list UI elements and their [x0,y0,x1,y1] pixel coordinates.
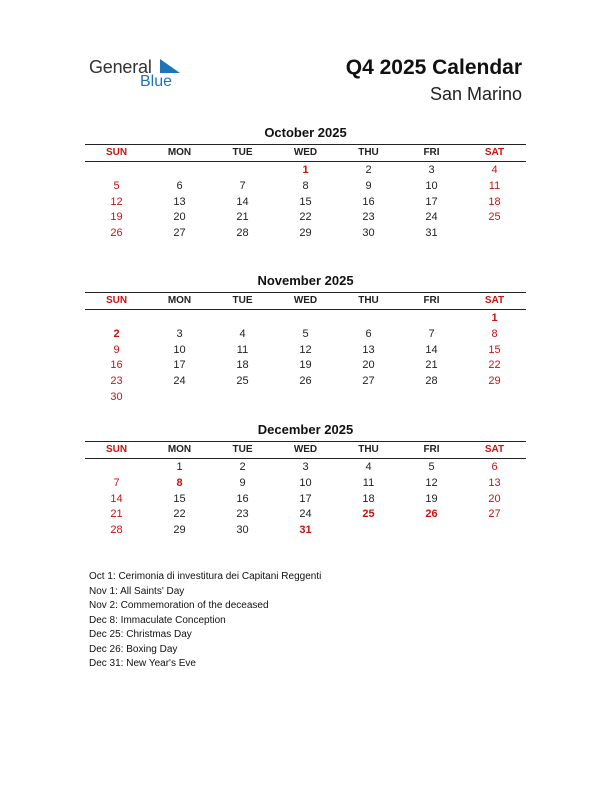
day-cell: 19 [110,211,123,224]
weekday-label: TUE [232,295,253,306]
day-cell: 28 [425,375,438,388]
weekday-label: WED [293,295,318,306]
empty-day-cell [400,390,463,406]
weekday-label: THU [358,295,379,306]
day-cell: 4 [239,327,246,340]
day-cell: 24 [299,508,312,521]
day-cell: 2 [113,327,120,340]
week-row [85,210,526,226]
day-cell: 5 [113,179,120,192]
weekday-label: FRI [423,295,440,306]
day-cell: 11 [488,179,501,192]
month-title: December 2025 [257,422,354,437]
day-cell: 21 [425,359,438,372]
day-cell: 18 [488,195,501,208]
day-cell: 30 [362,227,375,240]
day-cell: 12 [425,476,438,489]
day-cell: 20 [173,211,186,224]
logo-triangle-icon [160,59,180,73]
day-cell: 23 [110,375,123,388]
weekday-label: FRI [423,444,440,455]
day-cell: 11 [362,476,375,489]
month-grid [85,311,526,406]
weekday-label: SAT [484,295,505,306]
month-december [85,422,526,539]
weekday-label: FRI [423,147,440,158]
day-cell: 17 [173,359,186,372]
day-cell: 20 [488,492,501,505]
day-cell: 4 [491,164,498,176]
day-cell: 12 [110,195,123,208]
empty-day-cell [85,311,148,327]
day-cell: 19 [425,492,438,505]
logo-general-text: General [89,57,152,77]
day-cell: 3 [302,461,309,473]
day-cell: 22 [173,508,186,521]
day-cell: 20 [362,359,375,372]
weekday-label: WED [293,444,318,455]
logo-blue-text: Blue [140,73,173,90]
week-row [85,195,526,211]
holiday-item: Nov 2: Commemoration of the deceased [89,600,269,611]
holiday-item: Nov 1: All Saints' Day [89,585,185,597]
day-cell: 13 [173,195,186,208]
holiday-list [89,570,321,672]
day-cell: 31 [299,524,312,537]
day-cell: 16 [236,492,249,505]
empty-day-cell [211,390,274,406]
day-cell: 1 [302,164,309,176]
day-cell: 29 [488,375,501,388]
empty-day-cell [400,523,463,539]
empty-day-cell [337,390,400,406]
week-row [85,460,526,476]
day-cell: 12 [299,343,312,356]
day-cell: 27 [362,375,375,388]
week-row [85,492,526,508]
day-cell: 28 [110,524,123,537]
day-cell: 24 [173,375,186,388]
day-cell: 29 [173,524,186,537]
day-cell: 7 [239,179,246,192]
day-cell: 23 [236,508,249,521]
week-row [85,523,526,539]
day-cell: 28 [236,227,249,240]
day-cell: 26 [110,227,123,240]
empty-day-cell [337,523,400,539]
empty-day-cell [463,523,526,539]
month-october [85,125,526,242]
weekday-label: SUN [105,444,128,455]
day-cell: 30 [110,390,123,403]
holiday-item: Dec 31: New Year's Eve [89,658,196,669]
weekday-label: SAT [484,147,505,158]
week-row [85,507,526,523]
day-cell: 18 [362,492,375,505]
day-cell: 6 [176,179,183,192]
week-row [85,476,526,492]
day-cell: 29 [299,227,312,240]
day-cell: 14 [110,492,123,505]
day-cell: 14 [425,343,438,356]
day-cell: 21 [110,508,123,521]
empty-day-cell [337,311,400,327]
day-cell: 19 [299,359,312,372]
day-cell: 24 [425,211,438,224]
day-cell: 10 [299,476,312,489]
day-cell: 27 [173,227,186,240]
day-cell: 23 [362,211,375,224]
weekday-label: TUE [232,444,253,455]
day-cell: 8 [176,476,183,489]
empty-day-cell [148,390,211,406]
empty-day-cell [274,311,337,327]
weekday-label: MON [167,147,192,158]
logo [88,54,198,94]
empty-day-cell [400,311,463,327]
weekday-label: TUE [232,147,253,158]
weekday-header [85,292,526,310]
week-row [85,374,526,390]
empty-day-cell [274,390,337,406]
day-cell: 26 [425,508,438,521]
day-cell: 9 [239,476,246,489]
day-cell: 4 [365,461,372,473]
day-cell: 5 [302,327,309,340]
day-cell: 22 [488,359,501,372]
page-subtitle: San Marino [429,84,522,104]
day-cell: 26 [299,375,312,388]
day-cell: 21 [236,211,249,224]
day-cell: 5 [428,461,435,473]
weekday-label: MON [167,444,192,455]
empty-day-cell [211,311,274,327]
day-cell: 16 [110,359,123,372]
week-row [85,327,526,343]
day-cell: 13 [362,343,375,356]
day-cell: 17 [299,492,312,505]
day-cell: 30 [236,524,249,537]
day-cell: 10 [173,343,186,356]
month-november [85,273,526,406]
day-cell: 17 [425,195,438,208]
day-cell: 6 [365,327,372,340]
day-cell: 16 [362,195,375,208]
day-cell: 11 [236,343,249,356]
day-cell: 22 [299,211,312,224]
day-cell: 1 [491,312,498,324]
day-cell: 3 [428,164,435,176]
week-row [85,343,526,359]
day-cell: 3 [176,327,183,340]
day-cell: 13 [488,476,501,489]
empty-day-cell [148,163,211,179]
month-title: November 2025 [257,273,354,288]
day-cell: 14 [236,195,249,208]
empty-day-cell [148,311,211,327]
holiday-item: Dec 25: Christmas Day [89,629,192,640]
empty-day-cell [211,163,274,179]
holiday-item: Oct 1: Cerimonia di investitura dei Capitani Reggenti [89,571,322,582]
day-cell: 9 [365,179,372,192]
day-cell: 31 [425,227,438,240]
day-cell: 2 [365,164,372,176]
day-cell: 7 [113,476,120,489]
day-cell: 8 [491,327,498,340]
day-cell: 7 [428,327,435,340]
month-grid [85,460,526,539]
empty-day-cell [85,163,148,179]
weekday-label: MON [167,295,192,306]
month-title: October 2025 [264,125,347,140]
day-cell: 8 [302,179,309,192]
week-row [85,163,526,179]
day-cell: 25 [236,375,249,388]
month-grid [85,163,526,242]
day-cell: 15 [488,343,501,356]
day-cell: 15 [173,492,186,505]
day-cell: 10 [425,179,438,192]
day-cell: 15 [299,195,312,208]
day-cell: 9 [113,343,120,356]
weekday-label: SUN [105,295,128,306]
weekday-label: SUN [105,147,128,158]
week-row [85,226,526,242]
week-row [85,311,526,327]
empty-day-cell [463,226,526,242]
weekday-label: THU [358,444,379,455]
holiday-item: Dec 26: Boxing Day [89,643,178,655]
day-cell: 1 [176,461,183,473]
weekday-header [85,144,526,162]
day-cell: 6 [491,461,498,473]
holiday-item: Dec 8: Immaculate Conception [89,614,226,626]
day-cell: 2 [239,461,246,473]
day-cell: 25 [488,211,501,224]
weekday-label: SAT [484,444,505,455]
day-cell: 25 [362,508,375,521]
weekday-label: THU [358,147,379,158]
day-cell: 27 [488,508,501,521]
empty-day-cell [463,390,526,406]
empty-day-cell [85,460,148,476]
week-row [85,358,526,374]
weekday-header [85,441,526,459]
day-cell: 18 [236,359,249,372]
week-row [85,390,526,406]
week-row [85,179,526,195]
weekday-label: WED [293,147,318,158]
page-title: Q4 2025 Calendar [345,56,522,79]
